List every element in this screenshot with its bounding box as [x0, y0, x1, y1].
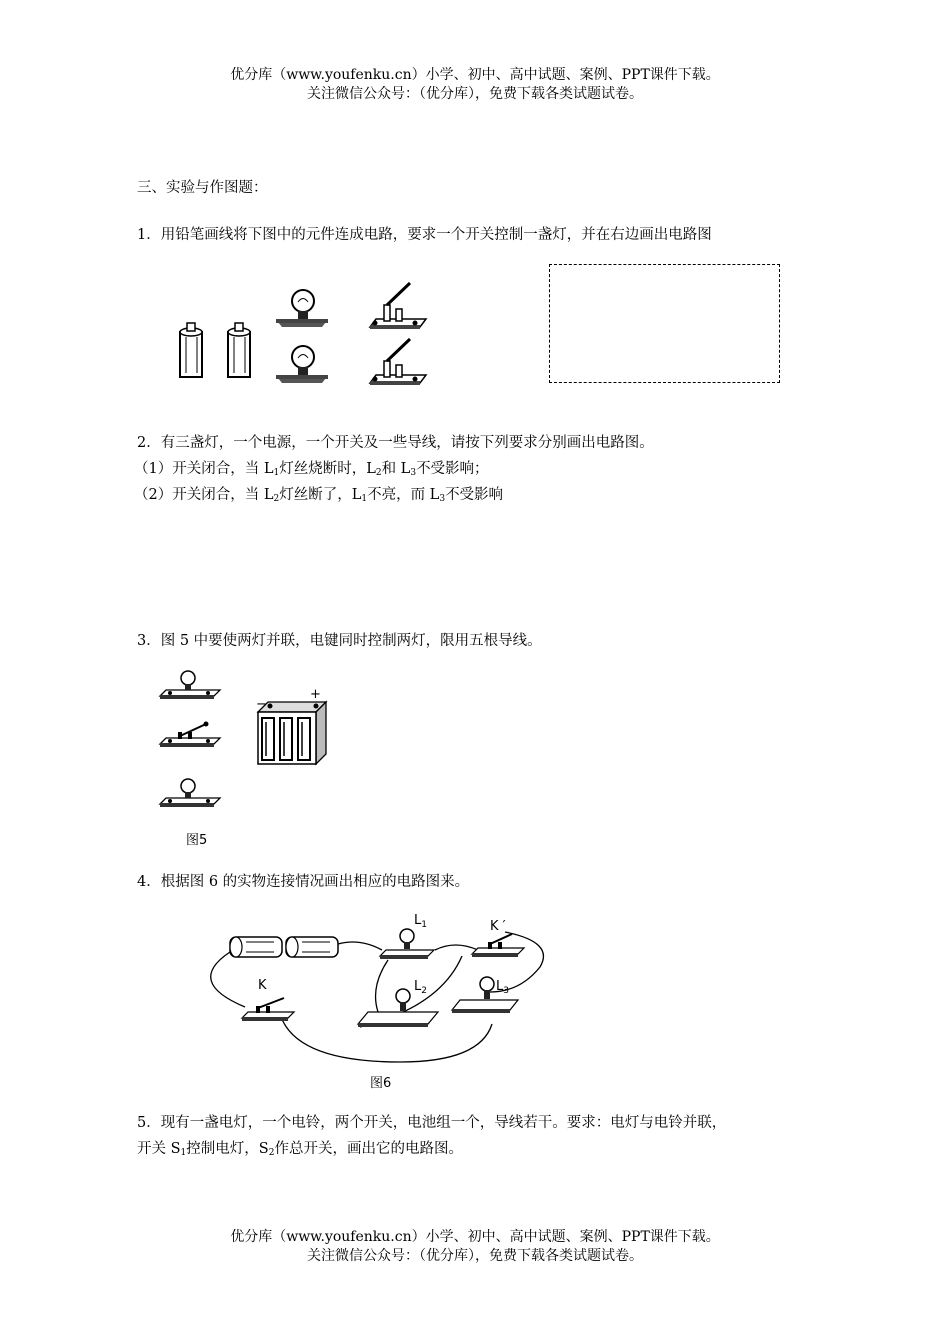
- lamp-l1-icon: [380, 929, 434, 959]
- battery-plus-sign: +: [310, 687, 321, 702]
- section-title: 三、实验与作图题：: [137, 180, 268, 196]
- question-2-intro: 2．有三盏灯，一个电源，一个开关及一些导线，请按下列要求分别画出电路图。: [137, 435, 654, 451]
- question-2-item-2: （2）开关闭合，当 $L_2$灯丝断了，$L_1$不亮，而 $L_3$不受影响: [134, 487, 504, 504]
- figure-5: [158, 668, 338, 818]
- question-3-text: 3．图 5 中要使两灯并联，电键同时控制两灯，限用五根导线。: [137, 633, 542, 649]
- footer-line-2: 关注微信公众号：（优分库），免费下载各类试题试卷。: [307, 1248, 643, 1264]
- label-l2: $L_2$: [414, 979, 427, 996]
- cell-icon-1: [230, 937, 282, 957]
- cell-icon-2: [286, 937, 338, 957]
- figure-6: [200, 912, 555, 1072]
- switch-k-prime-icon: [472, 934, 524, 957]
- switch-k-icon: [242, 998, 294, 1021]
- question-1-components-figure: [170, 275, 450, 390]
- label-k: K: [258, 978, 267, 993]
- bulb-board-icon-1: [160, 671, 220, 699]
- question-1-text: 1．用铅笔画线将下图中的元件连成电路，要求一个开关控制一盏灯，并在右边画出电路图: [137, 227, 712, 243]
- circuit-drawing-area[interactable]: [549, 264, 780, 383]
- figure-6-caption: 图6: [370, 1076, 392, 1091]
- bulb-board-icon-2: [160, 779, 220, 807]
- bulb-icon-2: [276, 346, 328, 383]
- battery-minus-sign: −: [256, 697, 267, 712]
- header-line-1: 优分库（www.youfenku.cn）小学、初中、高中试题、案例、PPT课件下载。: [230, 67, 720, 83]
- footer-line-1: 优分库（www.youfenku.cn）小学、初中、高中试题、案例、PPT课件下载。: [230, 1229, 720, 1245]
- battery-icon-1: [180, 323, 202, 377]
- question-4-text: 4．根据图 6 的实物连接情况画出相应的电路图来。: [137, 874, 470, 890]
- label-l1: $L_1$: [414, 913, 427, 930]
- label-k-prime: K ′: [490, 919, 506, 934]
- switch-board-icon: [160, 722, 220, 748]
- label-l3: $L_3$: [496, 979, 509, 996]
- header-line-2: 关注微信公众号：（优分库），免费下载各类试题试卷。: [307, 86, 643, 102]
- question-5-line-2: 开关 $S_1$控制电灯，$S_2$作总开关，画出它的电路图。: [137, 1141, 463, 1158]
- battery-icon-2: [228, 323, 250, 377]
- battery-pack-icon: [256, 687, 326, 764]
- switch-icon-2: [370, 339, 426, 385]
- switch-icon-1: [370, 283, 426, 329]
- question-5-line-1: 5．现有一盏电灯，一个电铃，两个开关，电池组一个，导线若干。要求：电灯与电铃并联，: [137, 1115, 727, 1131]
- question-2-item-1: （1）开关闭合，当 $L_1$灯丝烧断时，$L_2$和 $L_3$不受影响；: [134, 461, 489, 478]
- figure-5-caption: 图5: [186, 833, 208, 848]
- bulb-icon-1: [276, 290, 328, 327]
